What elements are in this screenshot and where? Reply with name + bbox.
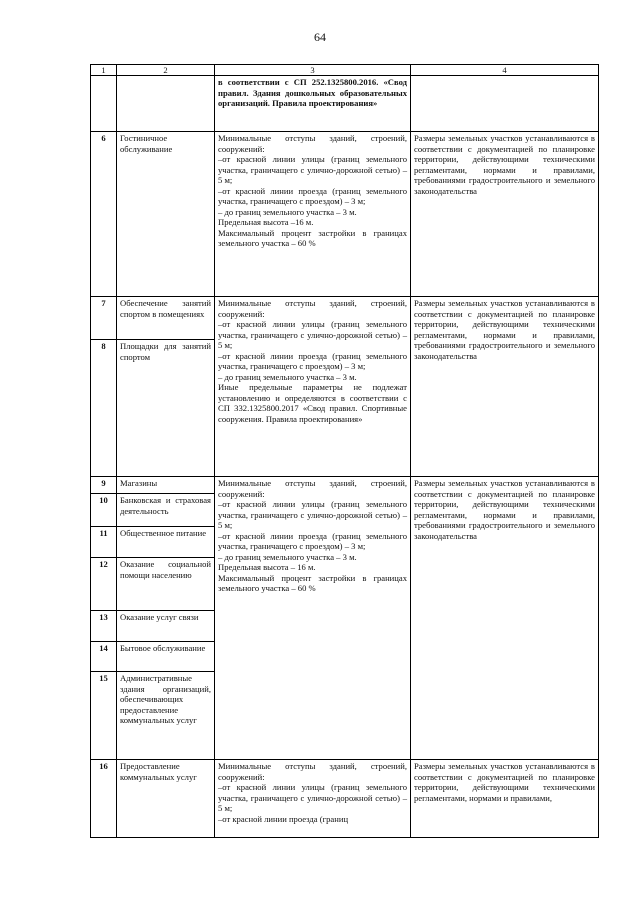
params-line: – до границ земельного участка – 3 м. bbox=[218, 371, 357, 382]
params-line: –от красной линии улицы (границ земельного участка, граничащего с улично-дорожной сетью) – 5 м; bbox=[218, 499, 407, 531]
params-line: Максимальный процент застройки в границах земельного участка – 60 % bbox=[218, 227, 407, 249]
table-row-group bbox=[91, 297, 599, 477]
row-number: 16 bbox=[91, 760, 117, 838]
params-line: – до границ земельного участка – 3 м. bbox=[218, 206, 357, 217]
row-number: 10 bbox=[91, 494, 116, 527]
table-row-continuation bbox=[91, 76, 599, 132]
use-name: Банковская и страховая деятельность bbox=[117, 494, 214, 527]
row-number-stack bbox=[91, 477, 117, 760]
params-line: –от красной линии улицы (границ земельного участка, граничащего с улично-дорожной сетью) – 5 м; bbox=[218, 319, 407, 351]
use-name: Оказание услуг связи bbox=[117, 611, 214, 642]
row-number: 8 bbox=[101, 341, 106, 352]
sizes-text: Размеры земельных участков устанавливаются в соответствии с документацией по планировке территории, действующими техническими регламентами, нормами и правилами, bbox=[411, 760, 599, 838]
row-number: 6 bbox=[91, 132, 117, 297]
column-number-row bbox=[91, 65, 599, 76]
table-row bbox=[91, 760, 599, 838]
params-line: Предельная высота – 16 м. bbox=[218, 562, 316, 573]
table-row bbox=[91, 132, 599, 297]
params-line: –от красной линии проезда (границ земельного участка, граничащего с проездом) – 3 м; bbox=[218, 185, 407, 207]
params-line: Максимальный процент застройки в границах земельного участка – 60 % bbox=[218, 572, 407, 594]
row-number-stack bbox=[91, 297, 117, 477]
use-name-stack bbox=[117, 297, 215, 477]
params-line: –от красной линии проезда (границ земельного участка, граничащего с проездом) – 3 м; bbox=[218, 350, 407, 372]
params-cell bbox=[215, 477, 411, 760]
use-name: Магазины bbox=[117, 477, 214, 494]
params-line: Минимальные отступы зданий, строений, сооружений: bbox=[218, 761, 407, 782]
sizes-text: Размеры земельных участков устанавливаются в соответствии с документацией по планировке территории, действующими техническими регламентами, нормами и правилами, требованиями градостроительного и земельного законодательства bbox=[411, 132, 599, 297]
use-name: Обеспечение занятий спортом в помещениях bbox=[117, 297, 214, 340]
use-name-cell bbox=[117, 76, 215, 132]
params-line: Иные предельные параметры не подлежат установлению и определяются в соответствии с СП 332.1325800.2017 «Свод правил. Спортивные сооружения. Правила проектирования» bbox=[218, 382, 407, 424]
params-cell bbox=[215, 760, 411, 838]
sizes-text: Размеры земельных участков устанавливаются в соответствии с документацией по планировке территории, действующими техническими регламентами, нормами и правилами, требованиями градостроительного и земельного законодательства bbox=[411, 477, 599, 760]
page-number: 64 bbox=[314, 30, 326, 44]
sizes-cell bbox=[411, 76, 599, 132]
params-line: –от красной линии улицы (границ земельного участка, граничащего с улично-дорожной сетью) – 5 м; bbox=[218, 154, 407, 186]
row-number: 14 bbox=[91, 642, 116, 672]
params-cell bbox=[215, 76, 411, 132]
column-number: 1 bbox=[91, 65, 117, 76]
use-name: Гостиничное обслуживание bbox=[117, 132, 215, 297]
use-name: Бытовое обслуживание bbox=[117, 642, 214, 672]
use-name: Административные здания организаций, обеспечивающих предоставление коммунальных услуг bbox=[120, 673, 211, 726]
params-line: Минимальные отступы зданий, строений, сооружений: bbox=[218, 133, 407, 154]
params-cell bbox=[215, 297, 411, 477]
row-number: 15 bbox=[99, 673, 108, 684]
use-name-stack bbox=[117, 477, 215, 760]
column-number: 4 bbox=[411, 65, 599, 76]
use-name: Оказание социальной помощи населению bbox=[117, 558, 214, 611]
params-line: –от красной линии проезда (границ bbox=[218, 813, 349, 824]
sizes-text: Размеры земельных участков устанавливаются в соответствии с документацией по планировке территории, действующими техническими регламентами, нормами и правилами, требованиями градостроительного и земельного законодательства bbox=[411, 297, 599, 477]
params-line: Минимальные отступы зданий, строений, сооружений: bbox=[218, 478, 407, 499]
table-row-group bbox=[91, 477, 599, 760]
params-line: –от красной линии улицы (границ земельного участка, граничащего с улично-дорожной сетью) – 5 м; bbox=[218, 782, 407, 814]
column-number: 3 bbox=[215, 65, 411, 76]
row-number: 11 bbox=[91, 527, 116, 558]
params-line: Минимальные отступы зданий, строений, сооружений: bbox=[218, 298, 407, 319]
params-cell bbox=[215, 132, 411, 297]
row-number: 9 bbox=[91, 477, 116, 494]
params-text: в соответствии с СП 252.1325800.2016. «Свод правил. Здания дошкольных образовательных организаций. Правила проектирования» bbox=[218, 77, 407, 109]
column-number: 2 bbox=[117, 65, 215, 76]
row-number-cell bbox=[91, 76, 117, 132]
params-line: – до границ земельного участка – 3 м. bbox=[218, 551, 357, 562]
land-use-table bbox=[90, 64, 599, 838]
use-name: Предоставление коммунальных услуг bbox=[117, 760, 215, 838]
params-line: Предельная высота –16 м. bbox=[218, 217, 314, 228]
use-name: Общественное питание bbox=[117, 527, 214, 558]
row-number: 12 bbox=[91, 558, 116, 611]
row-number: 7 bbox=[91, 297, 116, 340]
row-number: 13 bbox=[91, 611, 116, 642]
use-name: Площадки для занятий спортом bbox=[120, 341, 211, 362]
params-line: –от красной линии проезда (границ земельного участка, граничащего с проездом) – 3 м; bbox=[218, 530, 407, 552]
